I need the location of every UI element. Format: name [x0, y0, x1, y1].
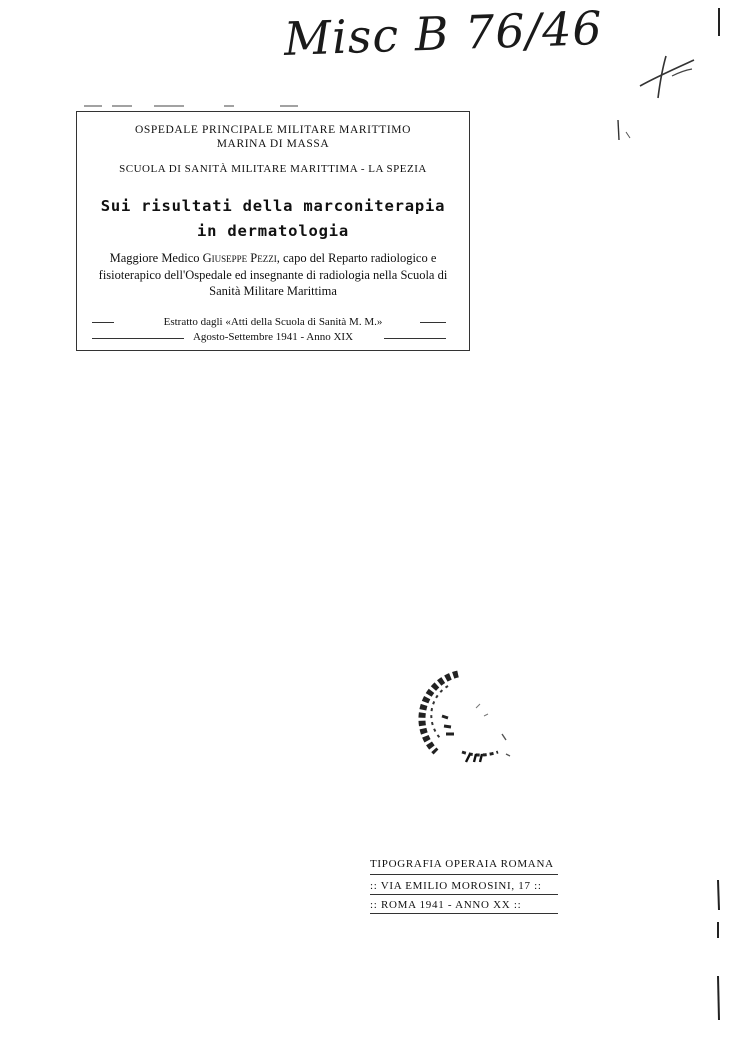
imprint-rule-3 [370, 913, 558, 914]
author-name: Giuseppe Pezzi [202, 251, 277, 265]
margin-mark [718, 8, 720, 36]
author-rank: Maggiore Medico [109, 251, 200, 265]
library-stamp-icon [418, 664, 528, 774]
school-name: SCUOLA DI SANITÀ MILITARE MARITTIMA - LA SPEZIA [119, 163, 427, 175]
printer-address: :: VIA EMILIO MOROSINI, 17 :: [370, 880, 542, 892]
pencil-annotation-icon [632, 48, 702, 108]
printer-name: TIPOGRAFIA OPERAIA ROMANA [370, 858, 554, 870]
document-title-line1: Sui risultati della marconiterapia [100, 197, 446, 215]
imprint-rule-1 [370, 874, 558, 875]
document-title-line2: in dermatologia [197, 222, 349, 240]
edge-mark-icon [712, 880, 724, 1020]
printer-city-date: :: ROMA 1941 - ANNO XX :: [370, 899, 522, 911]
pencil-tick-icon [614, 118, 634, 144]
extract-date: Agosto-Settembre 1941 - Anno XIX [192, 331, 354, 343]
author-description: , capo del Reparto radiologico e fisioterapico dell'Ospedale ed insegnante di radiologia nella Scuola di Sanità Militare Marittima [98, 251, 448, 298]
label-top-dash [84, 104, 314, 108]
extract-source: Estratto dagli «Atti della Scuola di Sanità M. M.» [163, 316, 383, 328]
hospital-location: MARINA DI MASSA [216, 138, 330, 150]
hospital-name: OSPEDALE PRINCIPALE MILITARE MARITTIMO [134, 124, 412, 136]
handwritten-shelfmark: Misc B 76/46 [283, 0, 604, 66]
imprint-rule-2 [370, 894, 558, 895]
author-block [84, 250, 462, 300]
